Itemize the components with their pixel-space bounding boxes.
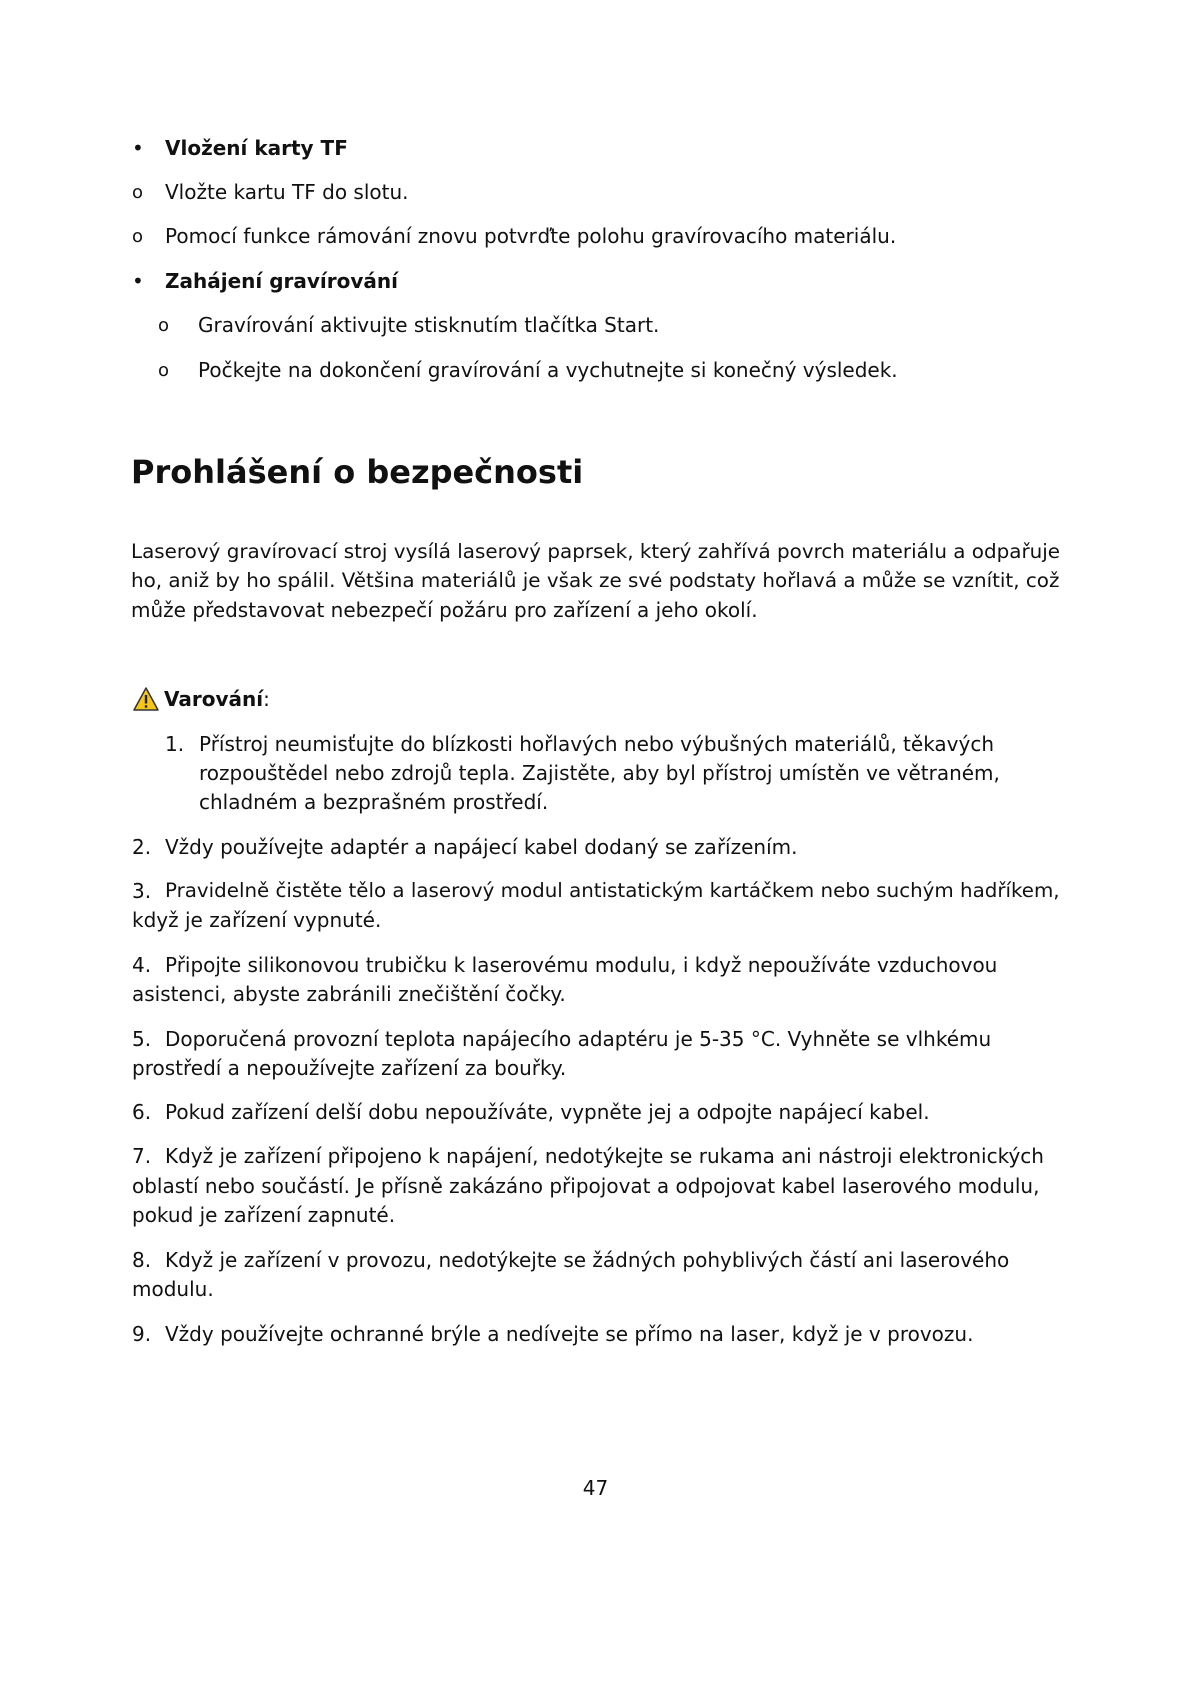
warning-colon: :: [263, 687, 270, 711]
warning-label-wrap: [164, 683, 270, 715]
bullet-dot: •: [132, 269, 144, 293]
bullet-o: o: [132, 226, 144, 247]
tf-title: Vložení karty TF: [165, 136, 348, 160]
item-1-line-2: rozpouštědel nebo zdrojů tepla. Zajistěte, aby byl přístroj umístěn ve větraném,: [199, 761, 1000, 785]
bullet-dot: •: [132, 136, 144, 160]
item-number: 7.: [132, 1144, 152, 1168]
item-5-line-1: Doporučená provozní teplota napájecího adaptéru je 5-35 °C. Vyhněte se vlhkému: [165, 1027, 992, 1051]
start-title: Zahájení gravírování: [165, 269, 399, 293]
item-number: 5.: [132, 1027, 152, 1051]
item-number: 1.: [165, 732, 185, 756]
item-7-line-1: Když je zařízení připojeno k napájení, nedotýkejte se rukama ani nástroji elektronických: [165, 1144, 1044, 1168]
item-3-line-2: když je zařízení vypnuté.: [132, 908, 382, 932]
item-8-line-2: modulu.: [132, 1277, 214, 1301]
safety-heading: Prohlášení o bezpečnosti: [131, 453, 584, 491]
item-7-line-3: pokud je zařízení zapnuté.: [132, 1203, 396, 1227]
item-2-line-1: Vždy používejte adaptér a napájecí kabel dodaný se zařízením.: [165, 835, 798, 859]
warning-label: Varování: [164, 687, 264, 711]
item-number: 9.: [132, 1322, 152, 1346]
item-7-line-2: oblastí nebo součástí. Je přísně zakázáno připojovat a odpojovat kabel laserového modulu,: [132, 1174, 1040, 1198]
intro-line-1: Laserový gravírovací stroj vysílá laserový paprsek, který zahřívá povrch materiálu a odpařuje: [131, 540, 1061, 563]
bullet-o: o: [132, 182, 144, 203]
start-item-2: Počkejte na dokončení gravírování a vychutnejte si konečný výsledek.: [198, 358, 898, 382]
tf-item-2: Pomocí funkce rámování znovu potvrďte polohu gravírovacího materiálu.: [165, 224, 897, 248]
item-4-line-2: asistenci, abyste zabránili znečištění čočky.: [132, 982, 566, 1006]
item-3-line-1: Pravidelně čistěte tělo a laserový modul antistatickým kartáčkem nebo suchým hadříkem,: [165, 879, 1060, 902]
item-number: 2.: [132, 835, 152, 859]
tf-item-1: Vložte kartu TF do slotu.: [165, 180, 409, 204]
start-item-1: Gravírování aktivujte stisknutím tlačítka Start.: [198, 313, 660, 337]
item-1-line-1: Přístroj neumisťujte do blízkosti hořlavých nebo výbušných materiálů, těkavých: [199, 732, 995, 756]
bullet-o: o: [158, 315, 170, 336]
item-5-line-2: prostředí a nepoužívejte zařízení za bouřky.: [132, 1056, 567, 1080]
item-number: 8.: [132, 1248, 152, 1272]
intro-line-3: může představovat nebezpečí požáru pro zařízení a jeho okolí.: [131, 598, 758, 622]
item-number: 4.: [132, 953, 152, 977]
item-6-line-1: Pokud zařízení delší dobu nepoužíváte, vypněte jej a odpojte napájecí kabel.: [165, 1100, 930, 1124]
bullet-o: o: [158, 360, 170, 381]
warning-icon: [133, 687, 159, 711]
item-1-line-3: chladném a bezprašném prostředí.: [199, 790, 549, 814]
item-number: 3.: [132, 879, 152, 903]
intro-line-2: ho, aniž by ho spálil. Většina materiálů je však ze své podstaty hořlavá a může se vznítit, což: [131, 569, 1060, 592]
item-9-line-1: Vždy používejte ochranné brýle a nedívejte se přímo na laser, když je v provozu.: [165, 1322, 974, 1346]
item-4-line-1: Připojte silikonovou trubičku k laserovému modulu, i když nepoužíváte vzduchovou: [165, 953, 998, 977]
item-number: 6.: [132, 1100, 152, 1124]
item-8-line-1: Když je zařízení v provozu, nedotýkejte se žádných pohyblivých částí ani laserového: [165, 1248, 1010, 1272]
page-number: 47: [582, 1476, 609, 1500]
